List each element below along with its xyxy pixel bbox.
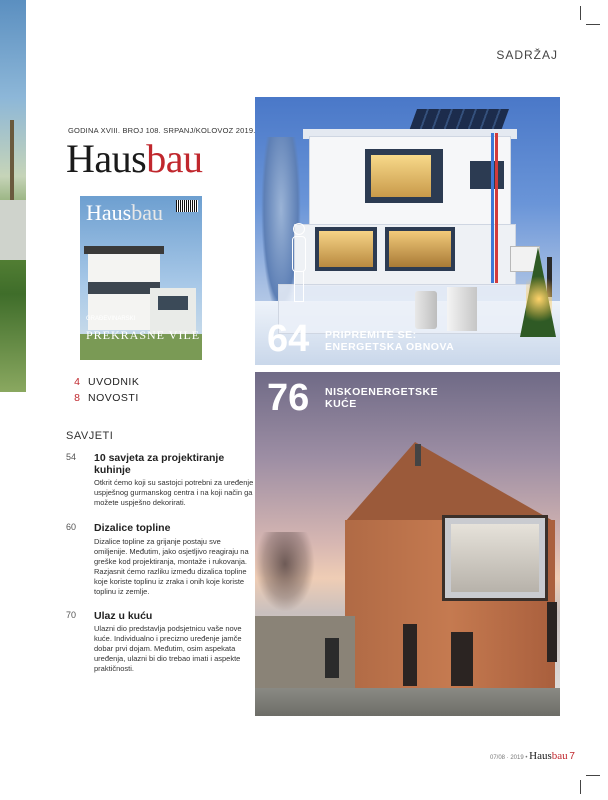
article-title: 10 savjeta za projektiranje kuhinje <box>94 452 225 476</box>
feature-page-number: 64 <box>267 318 310 360</box>
article-desc: Otkrit ćemo koji su sastojci potrebni za uređenje uspješnog gurmanskog centra i na koji način ga možete uspješno dekorirati. <box>94 478 254 507</box>
footer-logo: Hausbau <box>529 750 568 762</box>
feature-title: NISKOENERGETSKE KUĆE <box>325 386 439 410</box>
article-entry[interactable] <box>66 522 252 602</box>
article-page: 60 <box>66 522 77 532</box>
article-entry[interactable] <box>66 610 252 690</box>
feature-image-low-energy-houses[interactable] <box>255 372 560 716</box>
issue-line: GODINA XVIII. BROJ 108. SRPANJ/KOLOVOZ 2019. <box>68 126 256 135</box>
crop-mark <box>580 6 581 20</box>
previous-page-photo <box>0 0 26 392</box>
page-number: 7 <box>569 751 575 762</box>
feature-page-number: 76 <box>267 377 310 419</box>
footer-issue: 07/08 · 2019 • <box>490 755 528 761</box>
crop-mark <box>586 24 600 25</box>
article-title: Dizalice topline <box>94 522 171 534</box>
person-outline-icon <box>289 223 307 303</box>
cover-kicker: GRAĐEVINARSKI <box>86 316 136 322</box>
section-heading-savjeti: SAVJETI <box>66 430 114 442</box>
cover-thumbnail[interactable] <box>80 196 202 360</box>
article-desc: Ulazni dio predstavlja podsjetnicu vaše nove kuće. Individualno i precizno uređenje jamče dobar prvi dojam. Međutim, osim aspekata uređenja, ulazni bi dio trebao imati i aspekte praktičnosti. <box>94 624 242 673</box>
crop-mark <box>580 780 581 794</box>
feature-image-energy-renovation[interactable] <box>255 97 560 365</box>
page-footer <box>490 750 575 762</box>
article-desc: Dizalice topline za grijanje postaju sve omiljenije. Međutim, jako osjetljivo reagiraju na greške kod projektiranja, montaže i rukovanja. Razjasnit ćemo razliku između dizalica topline koje koriste toplinu iz zraka i onih koje koriste toplinu iz zemlje. <box>94 537 249 596</box>
cover-logo: Hausbau <box>86 200 163 225</box>
article-page: 54 <box>66 452 77 462</box>
article-page: 70 <box>66 610 77 620</box>
article-entry[interactable] <box>66 452 252 522</box>
section-title: SADRŽAJ <box>496 48 558 62</box>
article-title: Ulaz u kuću <box>94 610 153 622</box>
barcode-icon <box>176 200 198 212</box>
feature-title: PRIPREMITE SE: ENERGETSKA OBNOVA <box>325 329 455 353</box>
crop-mark <box>586 775 600 776</box>
cover-headline: PREKRASNE VILE <box>86 328 201 342</box>
magazine-logo: Hausbau <box>66 136 203 181</box>
